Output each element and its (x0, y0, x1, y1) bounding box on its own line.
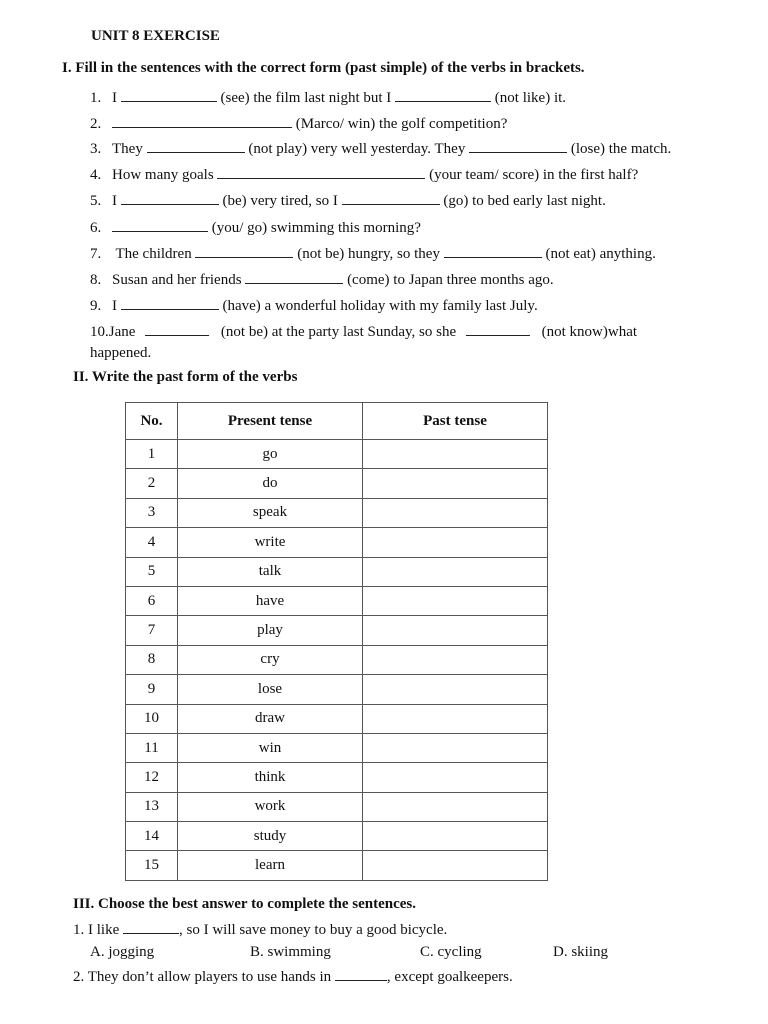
past-tense-answer-cell[interactable] (363, 763, 548, 792)
present-tense-cell: learn (178, 851, 363, 880)
answer-blank[interactable] (123, 920, 179, 934)
present-tense-cell: draw (178, 704, 363, 733)
row-number: 1 (126, 440, 178, 469)
row-number: 10 (126, 704, 178, 733)
option-c[interactable]: C. cycling (420, 944, 482, 960)
sentence-8: 8. Susan and her friends (come) to Japan three months ago. (90, 272, 554, 288)
row-number: 9 (126, 675, 178, 704)
sentence-5: 5. I (be) very tired, so I (go) to bed early last night. (90, 193, 606, 209)
answer-blank[interactable] (147, 139, 245, 153)
row-number: 11 (126, 733, 178, 762)
past-tense-answer-cell[interactable] (363, 469, 548, 498)
table-row (126, 528, 548, 557)
present-tense-cell: play (178, 616, 363, 645)
table-header-row (126, 403, 548, 440)
row-number: 14 (126, 822, 178, 851)
sentence-4: 4. How many goals (your team/ score) in the first half? (90, 167, 639, 183)
row-number: 4 (126, 528, 178, 557)
row-number: 7 (126, 616, 178, 645)
present-tense-cell: speak (178, 498, 363, 527)
section-1-heading: I. Fill in the sentences with the correct form (past simple) of the verbs in brackets. (62, 60, 585, 76)
table-row (126, 822, 548, 851)
past-tense-answer-cell[interactable] (363, 733, 548, 762)
answer-blank[interactable] (112, 218, 208, 232)
sentence-6: 6. (you/ go) swimming this morning? (90, 220, 421, 236)
table-row (126, 440, 548, 469)
answer-blank[interactable] (145, 322, 209, 336)
answer-blank[interactable] (245, 270, 343, 284)
answer-blank[interactable] (195, 244, 293, 258)
table-row (126, 498, 548, 527)
past-tense-answer-cell[interactable] (363, 704, 548, 733)
sentence-10-continued: happened. (90, 345, 152, 361)
answer-blank[interactable] (121, 191, 219, 205)
table-row (126, 645, 548, 674)
answer-blank[interactable] (121, 88, 217, 102)
sentence-9: 9. I (have) a wonderful holiday with my family last July. (90, 298, 538, 314)
sentence-10: 10.Jane (not be) at the party last Sunday, so she (not know)what (90, 324, 638, 340)
past-tense-answer-cell[interactable] (363, 851, 548, 880)
column-header-present: Present tense (178, 403, 363, 440)
table-row (126, 704, 548, 733)
row-number: 8 (126, 645, 178, 674)
section-3-heading: III. Choose the best answer to complete the sentences. (73, 896, 417, 912)
present-tense-cell: think (178, 763, 363, 792)
sentence-2: 2. (Marco/ win) the golf competition? (90, 116, 508, 132)
past-tense-answer-cell[interactable] (363, 792, 548, 821)
present-tense-cell: study (178, 822, 363, 851)
past-tense-answer-cell[interactable] (363, 616, 548, 645)
table-row (126, 557, 548, 586)
row-number: 3 (126, 498, 178, 527)
table-row (126, 763, 548, 792)
option-d[interactable]: D. skiing (553, 944, 609, 960)
sentence-1: 1. I (see) the film last night but I (not like) it. (90, 90, 567, 106)
past-tense-answer-cell[interactable] (363, 557, 548, 586)
present-tense-cell: write (178, 528, 363, 557)
answer-blank[interactable] (112, 114, 292, 128)
answer-blank[interactable] (342, 191, 440, 205)
table-row (126, 733, 548, 762)
present-tense-cell: talk (178, 557, 363, 586)
present-tense-cell: win (178, 733, 363, 762)
past-tense-answer-cell[interactable] (363, 645, 548, 674)
question-1: 1. I like , so I will save money to buy a good bicycle. (73, 922, 448, 938)
past-tense-answer-cell[interactable] (363, 586, 548, 615)
section-2-heading: II. Write the past form of the verbs (73, 369, 298, 385)
answer-blank[interactable] (335, 967, 387, 981)
table-row (126, 792, 548, 821)
past-tense-answer-cell[interactable] (363, 498, 548, 527)
row-number: 13 (126, 792, 178, 821)
answer-blank[interactable] (217, 165, 425, 179)
past-tense-answer-cell[interactable] (363, 440, 548, 469)
table-row (126, 851, 548, 880)
table-row (126, 469, 548, 498)
answer-blank[interactable] (466, 322, 530, 336)
row-number: 12 (126, 763, 178, 792)
past-tense-answer-cell[interactable] (363, 528, 548, 557)
option-b[interactable]: B. swimming (250, 944, 331, 960)
answer-blank[interactable] (121, 296, 219, 310)
present-tense-cell: have (178, 586, 363, 615)
question-2: 2. They don’t allow players to use hands in , except goalkeepers. (73, 969, 513, 985)
table-row (126, 586, 548, 615)
answer-blank[interactable] (395, 88, 491, 102)
option-a[interactable]: A. jogging (90, 944, 155, 960)
row-number: 15 (126, 851, 178, 880)
verb-table (125, 402, 548, 881)
past-tense-answer-cell[interactable] (363, 822, 548, 851)
column-header-past: Past tense (363, 403, 548, 440)
column-header-number: No. (126, 403, 178, 440)
table-row (126, 616, 548, 645)
table-row (126, 675, 548, 704)
row-number: 5 (126, 557, 178, 586)
row-number: 6 (126, 586, 178, 615)
answer-blank[interactable] (444, 244, 542, 258)
page-title: UNIT 8 EXERCISE (91, 28, 220, 44)
present-tense-cell: do (178, 469, 363, 498)
present-tense-cell: go (178, 440, 363, 469)
answer-blank[interactable] (469, 139, 567, 153)
sentence-7: 7. The children (not be) hungry, so they (not eat) anything. (90, 246, 656, 262)
row-number: 2 (126, 469, 178, 498)
past-tense-answer-cell[interactable] (363, 675, 548, 704)
sentence-3: 3. They (not play) very well yesterday. They (lose) the match. (90, 141, 672, 157)
present-tense-cell: lose (178, 675, 363, 704)
present-tense-cell: cry (178, 645, 363, 674)
present-tense-cell: work (178, 792, 363, 821)
